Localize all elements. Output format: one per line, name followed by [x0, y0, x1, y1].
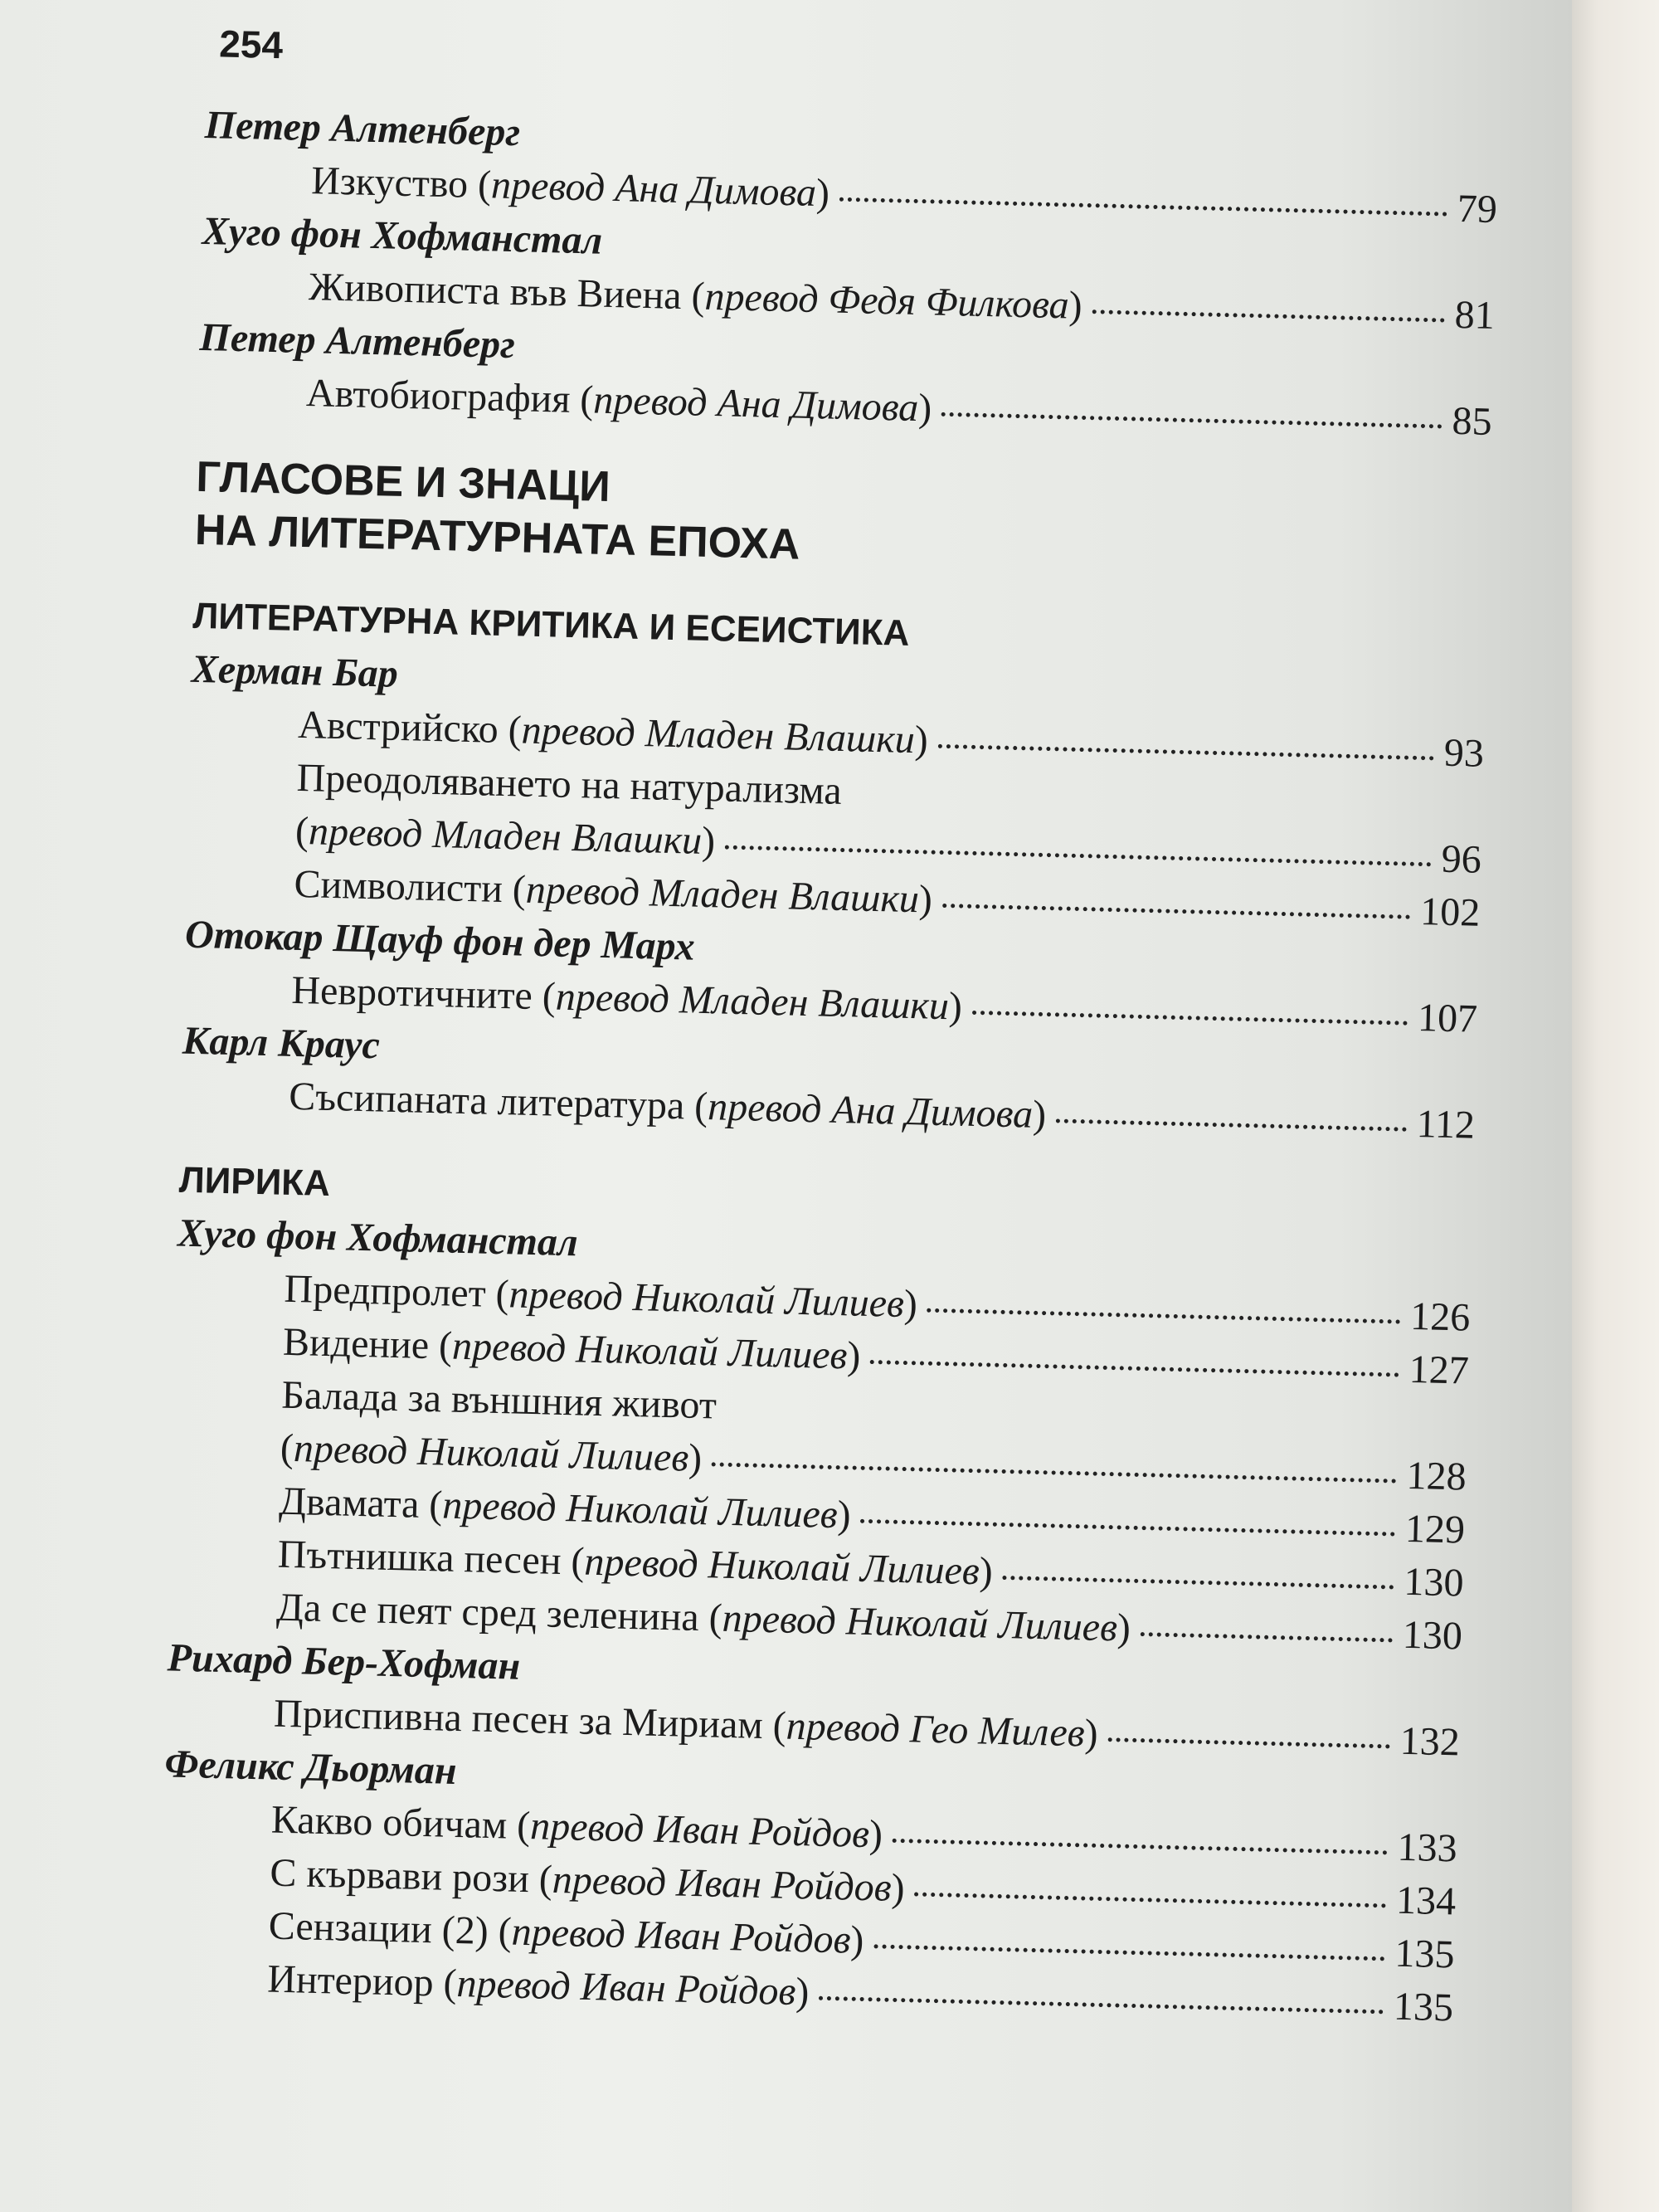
author-name: Феликс Дьорман [164, 1742, 458, 1793]
entry-page-number: 132 [1399, 1718, 1461, 1765]
author-name: Рихард Бер-Хофман [167, 1635, 521, 1688]
entry-page-number: 79 [1457, 186, 1498, 232]
dot-leader [870, 1360, 1399, 1377]
entry-page-number: 133 [1397, 1825, 1458, 1871]
dot-leader [937, 744, 1433, 761]
entry-page-number: 135 [1393, 1984, 1454, 2030]
subsection-heading: ЛИРИКА [178, 1159, 331, 1205]
author-name: Отокар Щауф фон дер Марх [184, 912, 696, 969]
dot-leader [942, 904, 1410, 919]
author-name: Петер Алтенберг [199, 314, 516, 368]
translator-credit: превод Младен Влашки [525, 867, 920, 922]
dot-leader [1002, 1576, 1394, 1590]
dot-leader [819, 1996, 1384, 2015]
entry-page-number: 107 [1417, 996, 1478, 1041]
page-number: 254 [218, 22, 284, 67]
subsection-heading: ЛИТЕРАТУРНА КРИТИКА И ЕСЕИСТИКА [192, 595, 910, 654]
dot-leader [839, 197, 1447, 217]
section-heading: ГЛАСОВЕ И ЗНАЦИ [195, 452, 611, 512]
entry-page-number: 102 [1419, 889, 1481, 935]
author-name: Карл Краус [182, 1018, 381, 1068]
entry-page-number: 127 [1408, 1347, 1470, 1393]
entry-title: (превод Николай Лилиев) [280, 1425, 703, 1481]
entry-page-number: 135 [1394, 1931, 1456, 1977]
section-heading: НА ЛИТЕРАТУРНАТА ЕПОХА [194, 505, 800, 569]
entry-page-number: 112 [1416, 1102, 1476, 1147]
table-of-contents [159, 21, 1501, 2034]
entry-title: Приспивна песен за Мириам (превод Гео Милев) [273, 1691, 1099, 1756]
translator-credit: превод Николай Лилиев [583, 1539, 980, 1594]
translator-credit: превод Иван Ройдов [552, 1857, 893, 1910]
translator-credit: превод Ана Димова [707, 1084, 1034, 1137]
entry-page-number: 128 [1405, 1453, 1467, 1499]
entry-title: Да се пеят сред зеленина (превод Николай Лилиев) [275, 1585, 1131, 1650]
translator-credit: превод Николай Лилиев [722, 1596, 1118, 1650]
author-name: Херман Бар [191, 646, 399, 696]
dot-leader [1141, 1632, 1393, 1642]
dot-leader [914, 1893, 1386, 1908]
entry-page-number: 126 [1409, 1294, 1471, 1340]
facing-page-edge [1572, 0, 1659, 2212]
entry-title: Пътнишка песен (превод Николай Лилиев) [277, 1532, 994, 1594]
entry-page-number: 96 [1441, 836, 1482, 882]
translator-credit: превод Николай Лилиев [293, 1426, 689, 1480]
dot-leader [893, 1839, 1388, 1855]
translator-credit: превод Младен Влашки [555, 974, 950, 1029]
toc-list [159, 99, 1500, 2034]
entry-title: Интериор (превод Иван Ройдов) [266, 1956, 810, 2015]
translator-credit: превод Иван Ройдов [529, 1804, 870, 1857]
entry-page-number: 130 [1403, 1559, 1465, 1605]
dot-leader [972, 1011, 1408, 1026]
translator-credit: превод Иван Ройдов [511, 1909, 852, 1962]
dot-leader [1092, 309, 1444, 322]
translator-credit: превод Николай Лилиев [508, 1272, 905, 1326]
entry-title: Невротичните (превод Младен Влашки) [290, 967, 963, 1029]
author-name: Хуго фон Хофманстал [177, 1211, 579, 1265]
dot-leader [873, 1944, 1384, 1961]
entry-title: Съсипаната литература (превод Ана Димова) [288, 1074, 1047, 1138]
translator-credit: превод Иван Ройдов [455, 1961, 796, 2015]
dot-leader [1107, 1737, 1389, 1748]
entry-page-number: 93 [1443, 730, 1485, 776]
entry-page-number: 81 [1454, 292, 1496, 339]
entry-title: Изкуство (превод Ана Димова) [310, 158, 830, 216]
entry-title: Двамата (превод Николай Лилиев) [278, 1479, 852, 1537]
entry-title: Символисти (превод Младен Влашки) [293, 861, 933, 922]
author-name: Хуго фон Хофманстал [202, 208, 603, 263]
dot-leader [941, 412, 1443, 429]
entry-title: Автобиография (превод Ана Димова) [305, 371, 932, 431]
translator-credit: превод Ана Димова [490, 163, 817, 215]
dot-leader [725, 845, 1432, 867]
dot-leader [927, 1308, 1401, 1324]
entry-page-number: 130 [1402, 1612, 1463, 1659]
entry-title: Живописта във Виена (превод Федя Филкова) [308, 265, 1083, 328]
translator-credit: превод Федя Филкова [703, 274, 1070, 328]
entry-page-number: 134 [1395, 1878, 1457, 1924]
entry-title: Предпролет (превод Николай Лилиев) [284, 1266, 918, 1327]
entry-title: Балада за външния живот [280, 1372, 718, 1428]
translator-credit: превод Младен Влашки [521, 708, 916, 763]
dot-leader [712, 1462, 1397, 1483]
dot-leader [860, 1519, 1395, 1537]
entry-title: Преодоляването на натурализма [296, 755, 843, 813]
entry-title: Видение (превод Николай Лилиев) [282, 1319, 861, 1378]
entry-title: (превод Младен Влашки) [294, 808, 716, 864]
entry-title: Какво обичам (превод Иван Ройдов) [270, 1797, 883, 1857]
entry-title: Австрийско (превод Младен Влашки) [297, 702, 929, 763]
translator-credit: превод Николай Лилиев [441, 1483, 839, 1537]
translator-credit: превод Николай Лилиев [451, 1323, 849, 1378]
dot-leader [1056, 1118, 1407, 1131]
translator-credit: превод Гео Милев [786, 1703, 1086, 1756]
translator-credit: превод Младен Влашки [308, 809, 703, 863]
entry-title: С кървави рози (превод Иван Ройдов) [269, 1850, 906, 1911]
author-name: Петер Алтенберг [204, 102, 521, 155]
translator-credit: превод Ана Димова [592, 378, 919, 431]
entry-title: Сензации (2) (превод Иван Ройдов) [268, 1903, 865, 1963]
entry-page-number: 129 [1404, 1506, 1466, 1552]
entry-page-number: 85 [1452, 398, 1493, 444]
